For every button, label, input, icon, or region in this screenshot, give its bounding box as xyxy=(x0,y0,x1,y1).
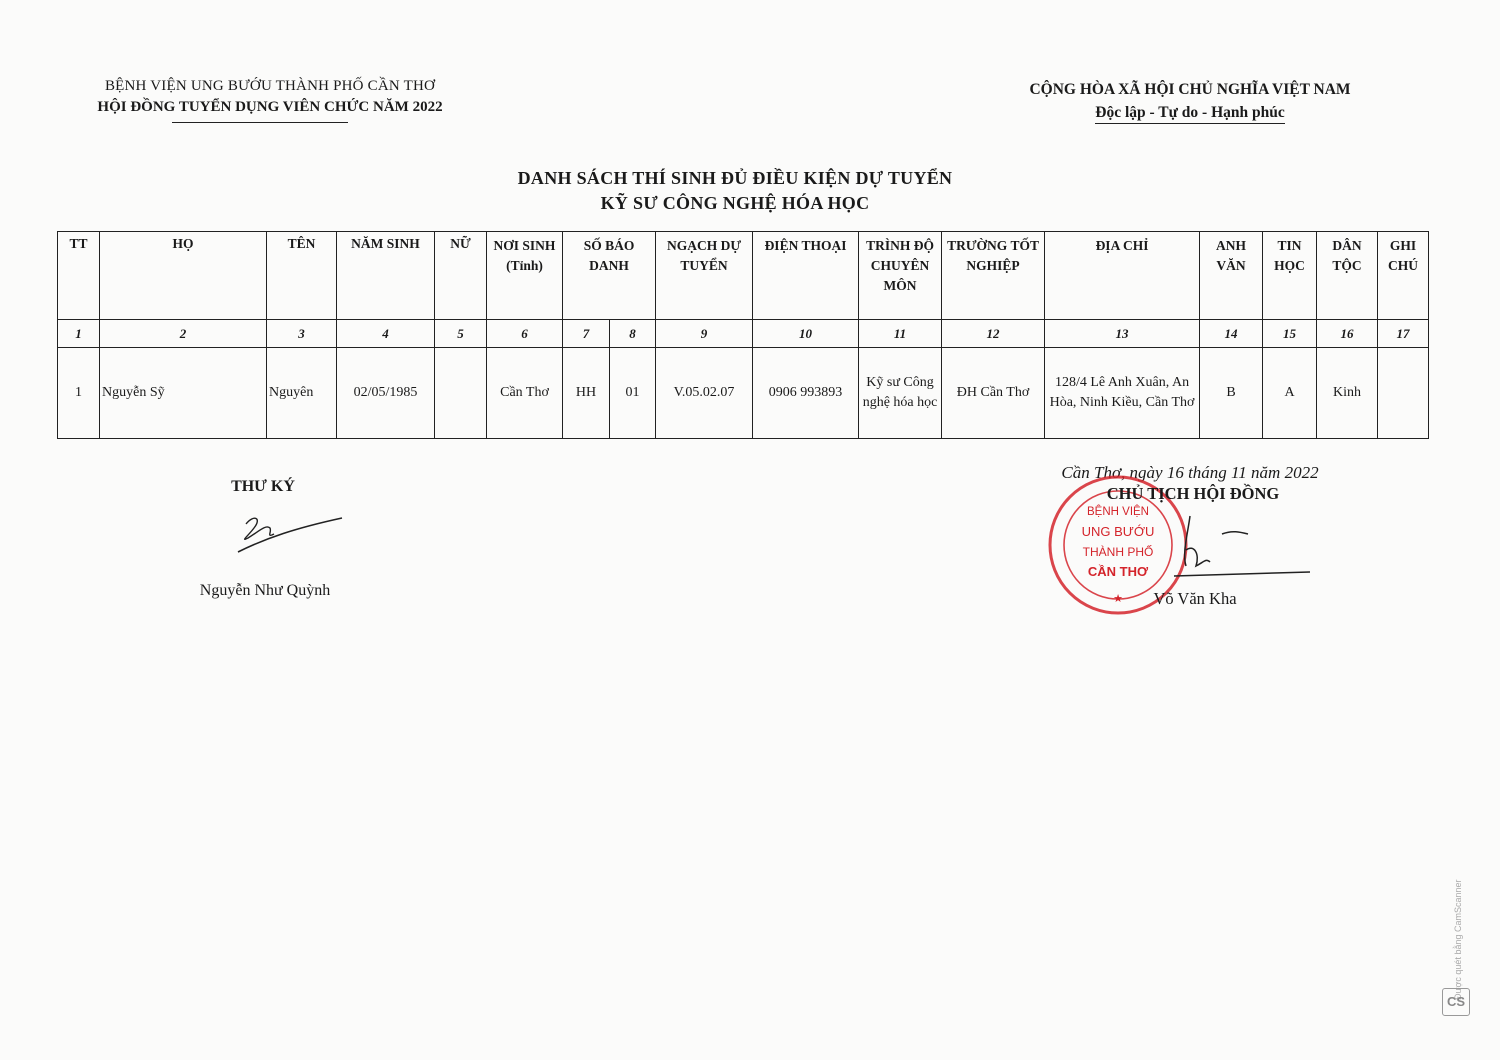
col-number: 7 xyxy=(563,320,610,348)
cell-ho: Nguyễn Sỹ xyxy=(100,348,267,439)
col-number: 17 xyxy=(1378,320,1429,348)
table-row xyxy=(58,348,1429,439)
col-number: 14 xyxy=(1200,320,1263,348)
hospital-name: BỆNH VIỆN UNG BƯỚU THÀNH PHỐ CẦN THƠ xyxy=(104,78,436,94)
cell-ngach: V.05.02.07 xyxy=(656,348,753,439)
col-number: 16 xyxy=(1317,320,1378,348)
cell-ten: Nguyên xyxy=(267,348,337,439)
stamp-star-icon: ★ xyxy=(1113,593,1123,605)
header-right xyxy=(990,78,1390,124)
col-number: 3 xyxy=(267,320,337,348)
cell-ghi-chu xyxy=(1378,348,1429,439)
header-anh-van: ANH VĂN xyxy=(1200,232,1263,320)
col-number: 9 xyxy=(656,320,753,348)
document-title-line1: DANH SÁCH THÍ SINH ĐỦ ĐIỀU KIỆN DỰ TUYỂN xyxy=(517,168,953,188)
header-dien-thoai: ĐIỆN THOẠI xyxy=(753,232,859,320)
table-header-row xyxy=(58,232,1429,320)
col-number: 12 xyxy=(942,320,1045,348)
header-ten: TÊN xyxy=(267,232,337,320)
secretary-signature xyxy=(236,508,346,558)
document-title-line2: KỸ SƯ CÔNG NGHỆ HÓA HỌC xyxy=(600,193,870,213)
cell-sbd-prefix: HH xyxy=(563,348,610,439)
col-number: 4 xyxy=(337,320,435,348)
header-noi-sinh: NƠI SINH (Tỉnh) xyxy=(487,232,563,320)
cell-tin-hoc: A xyxy=(1263,348,1317,439)
cell-noi-sinh: Cần Thơ xyxy=(487,348,563,439)
national-motto: Độc lập - Tự do - Hạnh phúc xyxy=(1095,102,1284,124)
col-number: 10 xyxy=(753,320,859,348)
cell-sbd-number: 01 xyxy=(610,348,656,439)
cell-nam-sinh: 02/05/1985 xyxy=(337,348,435,439)
header-left-underline xyxy=(172,122,348,123)
header-truong: TRƯỜNG TỐT NGHIỆP xyxy=(942,232,1045,320)
cell-trinh-do: Kỹ sư Công nghệ hóa học xyxy=(859,348,942,439)
cell-dan-toc: Kinh xyxy=(1317,348,1378,439)
cell-tt: 1 xyxy=(58,348,100,439)
cell-anh-van: B xyxy=(1200,348,1263,439)
col-number: 13 xyxy=(1045,320,1200,348)
stamp-line1: BỆNH VIỆN xyxy=(1087,506,1149,518)
header-tt: TT xyxy=(58,232,100,320)
chair-title: CHỦ TỊCH HỘI ĐỒNG xyxy=(1106,484,1280,503)
header-so-bao-danh: SỐ BÁO DANH xyxy=(563,232,656,320)
national-title: CỘNG HÒA XÃ HỘI CHỦ NGHĨA VIỆT NAM xyxy=(1029,81,1351,98)
stamp-line4: CẦN THƠ xyxy=(1087,564,1149,579)
cell-dien-thoai: 0906 993893 xyxy=(753,348,859,439)
header-ho: HỌ xyxy=(100,232,267,320)
header-left xyxy=(60,76,480,118)
header-tin-hoc: TIN HỌC xyxy=(1263,232,1317,320)
scanner-caption: Được quét bằng CamScanner xyxy=(1453,879,1463,1000)
cell-truong: ĐH Cần Thơ xyxy=(942,348,1045,439)
col-number: 6 xyxy=(487,320,563,348)
column-number-row xyxy=(58,320,1429,348)
chair-name: Võ Văn Kha xyxy=(1153,589,1237,608)
header-dan-toc: DÂN TỘC xyxy=(1317,232,1378,320)
date-line: Cần Thơ, ngày 16 tháng 11 năm 2022 xyxy=(1061,463,1319,482)
cell-nu xyxy=(435,348,487,439)
header-nu: NỮ xyxy=(435,232,487,320)
col-number: 2 xyxy=(100,320,267,348)
col-number: 11 xyxy=(859,320,942,348)
col-number: 5 xyxy=(435,320,487,348)
cell-dia-chi: 128/4 Lê Anh Xuân, An Hòa, Ninh Kiều, Cần Thơ xyxy=(1045,348,1200,439)
col-number: 8 xyxy=(610,320,656,348)
secretary-name: Nguyễn Như Quỳnh xyxy=(199,582,331,599)
header-trinh-do: TRÌNH ĐỘ CHUYÊN MÔN xyxy=(859,232,942,320)
document-title xyxy=(380,166,1090,216)
stamp-line3: THÀNH PHỐ xyxy=(1082,545,1154,559)
secretary-title: THƯ KÝ xyxy=(231,478,295,495)
header-dia-chi: ĐỊA CHỈ xyxy=(1045,232,1200,320)
col-number: 1 xyxy=(58,320,100,348)
stamp-line2: UNG BƯỚU xyxy=(1081,524,1155,539)
header-ngach: NGẠCH DỰ TUYỂN xyxy=(656,232,753,320)
camscanner-logo-icon: CS xyxy=(1442,988,1470,1016)
council-name: HỘI ĐỒNG TUYỂN DỤNG VIÊN CHỨC NĂM 2022 xyxy=(97,99,443,115)
header-nam-sinh: NĂM SINH xyxy=(337,232,435,320)
header-ghi-chu: GHI CHÚ xyxy=(1378,232,1429,320)
candidate-table xyxy=(57,231,1429,439)
col-number: 15 xyxy=(1263,320,1317,348)
chair-signature xyxy=(1160,510,1320,586)
